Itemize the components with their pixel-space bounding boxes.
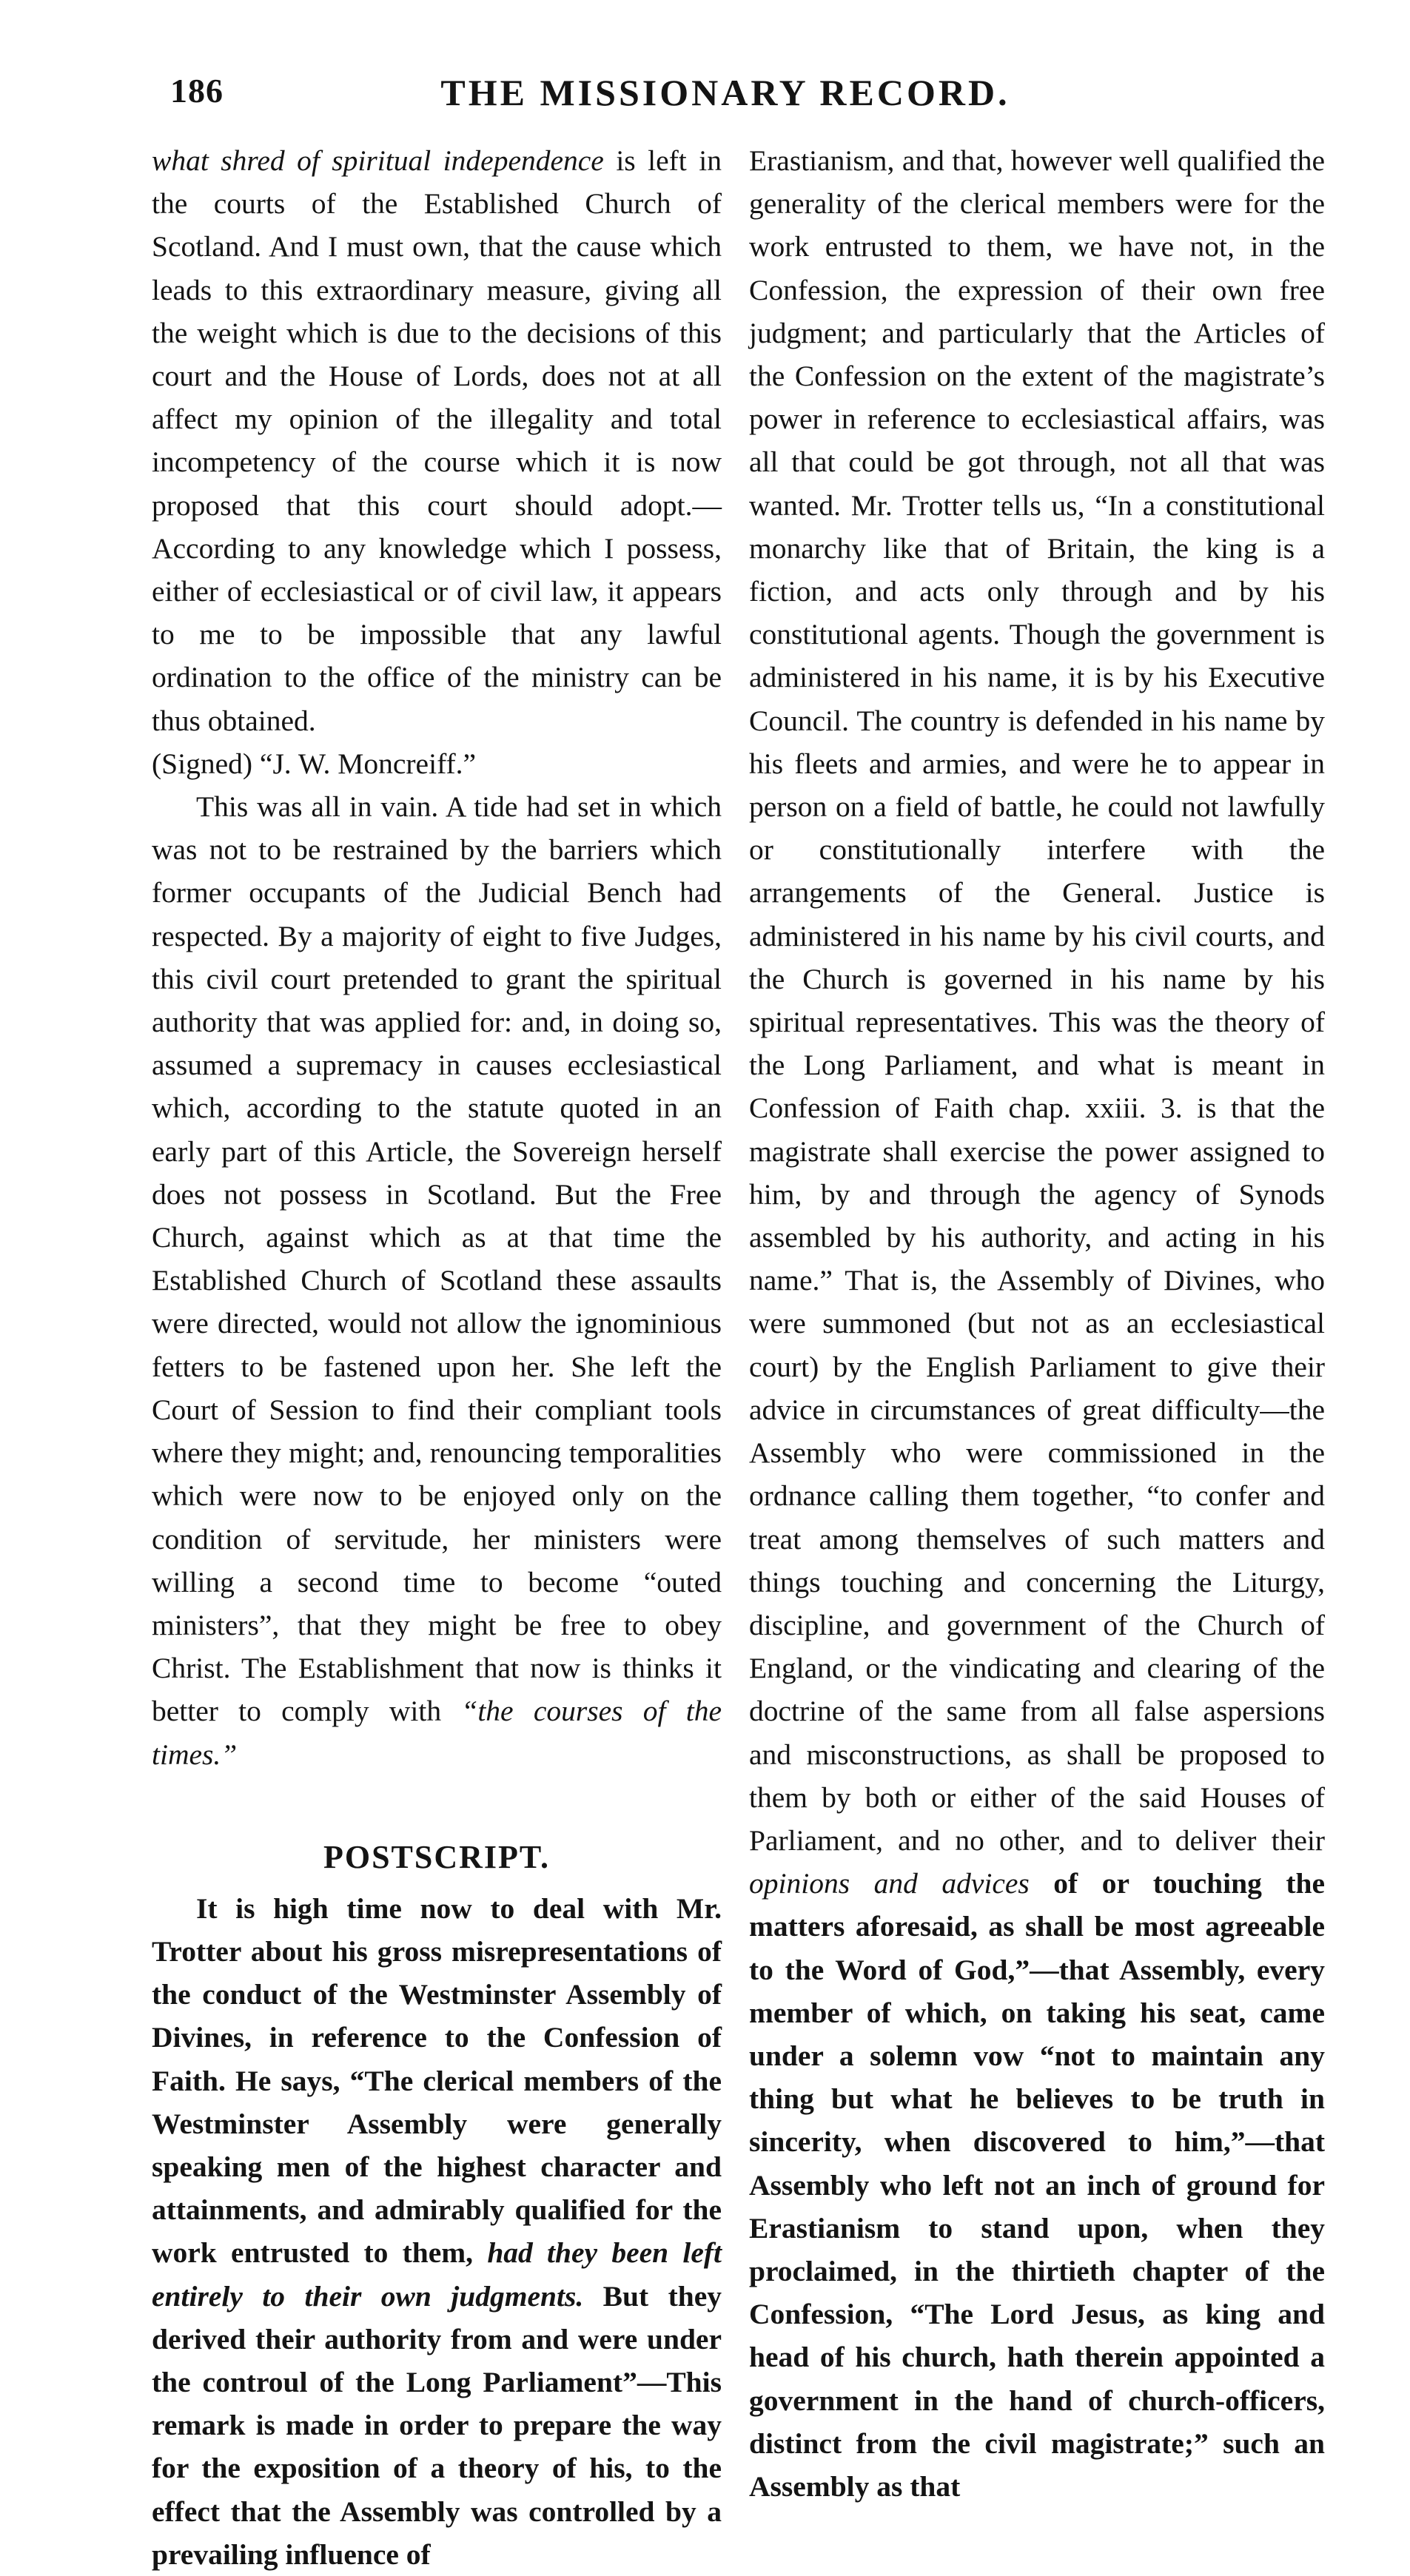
signature: (Signed) “J. W. Moncreiff.” — [152, 747, 477, 780]
postscript-heading: POSTSCRIPT. — [323, 1838, 551, 1875]
right-text-b: of or touching the matters aforesaid, as shall be most agreeable to the Word of God,”—that Assembly, every member of which, on taking his seat, came under a solemn vow “not to maintain any thing but what he believes to be truth in sincerity, when discovered to him,”—that Assembly who left not an inch of ground for Erastianism to stand upon, when they proclaimed, in the thirtieth chapter of the Confession, “The Lord Jesus, as king and head of his church, hath therein appointed a government in the hand of church-officers, distinct from the civil magistrate;” such an Assembly as that — [749, 1867, 1325, 2503]
opening-rest: is left in the courts of the Established Church of Scotland. And I must own, that the cause which leads to this extraordinary measure, giving all the weight which is due to the decisions of this court and the House of Lords, does not at all affect my opinion of the illegality and total incompetency of the course which it is now proposed that this court should adopt.—According to any knowledge which I possess, either of ecclesiastical or of civil law, it appears to me to be impossible that any lawful ordination to the office of the ministry can be thus obtained. — [152, 144, 722, 737]
postscript-paragraph — [152, 1887, 722, 2576]
postscript-italic: had they been left entirely to their own judgments. — [152, 2236, 722, 2313]
page-number: 186 — [170, 72, 224, 110]
opening-paragraph — [152, 139, 722, 742]
right-text-a: Erastianism, and that, however well qualified the generality of the clerical members were for the work entrusted to them, we have not, in the Confession, the expression of their own free judgment; and particularly that the Articles of the Confession on the extent of the magistrate’s power in reference to ecclesiastical affairs, was all that could be got through, not all that was wanted. Mr. Trotter tells us, “In a constitutional monarchy like that of Britain, the king is a fiction, and acts only through and by his constitutional agents. Though the government is administered in his name, it is by his Executive Council. The country is defended in his name by his fleets and armies, and were he to appear in person on a field of battle, he could not lawfully or constitutionally interfere with the arrangements of the General. Justice is administered in his name by his civil courts, and the Church is governed in his name by his spiritual representatives. This was the theory of the Long Parliament, and what is meant in Confession of Faith chap. xxiii. 3. is that the magistrate shall exercise the power assigned to him, by and through the agency of Synods assembled by his authority, and acting in his name.” That is, the Assembly of Divines, who were summoned (but not as an ecclesiastical court) by the English Parliament to give their advice in circumstances of great difficulty—the Assembly who were commissioned in the ordnance calling them together, “to confer and treat among themselves of such matters and things touching and concerning the Liturgy, discipline, and government of the Church of England, or the vindicating and clearing of the doctrine of the same from all false aspersions and misconstructions, as shall be proposed to them by both or either of the said Houses of Parliament, and no other, and to deliver their — [749, 144, 1325, 1857]
page-header — [148, 71, 1303, 123]
opening-italic: what shred of spiritual independence — [152, 144, 604, 177]
paragraph-tide-text: This was all in vain. A tide had set in which was not to be restrained by the barriers which former occupants of the Judicial Bench had respected. By a majority of eight to five Judges, this civil court pretended to grant the spiritual authority that was applied for: and, in doing so, assumed a supremacy in causes ecclesiastical which, according to the statute quoted in an early part of this Article, the Sovereign herself does not possess in Scotland. But the Free Church, against which as at that time the Established Church of Scotland these assaults were directed, would not allow the ignominious fetters to be fastened upon her. She left the Court of Session to find their compliant tools where they might; and, renouncing temporalities which were now to be enjoyed only on the condition of servitude, her ministers were willing a second time to become “outed ministers”, that they might be free to obey Christ. The Establishment that now is thinks it better to comply with — [152, 790, 722, 1728]
right-paragraph — [749, 139, 1325, 2508]
right-column — [749, 139, 1325, 2508]
opinions-advices-italic: opinions and advices — [749, 1867, 1030, 1900]
left-column — [152, 139, 722, 2576]
running-title: THE MISSIONARY RECORD. — [440, 72, 1010, 113]
courses-of-times-italic: “the courses of the times.” — [152, 1695, 722, 1771]
postscript-text-b: But they derived their authority from and were under the controul of the Long Parliament”—This remark is made in order to prepare the way for the exposition of a theory of his, to the effect that the Assembly was controlled by a prevailing influence of — [152, 2279, 722, 2571]
paragraph-tide — [152, 785, 722, 1776]
postscript-text-a: It is high time now to deal with Mr. Trotter about his gross misrepresentations of the conduct of the Westminster Assembly of Divines, in reference to the Confession of Faith. He says, “The clerical members of the Westminster Assembly were generally speaking men of the highest character and attainments, and admirably qualified for the work entrusted to them, — [152, 1891, 722, 2270]
